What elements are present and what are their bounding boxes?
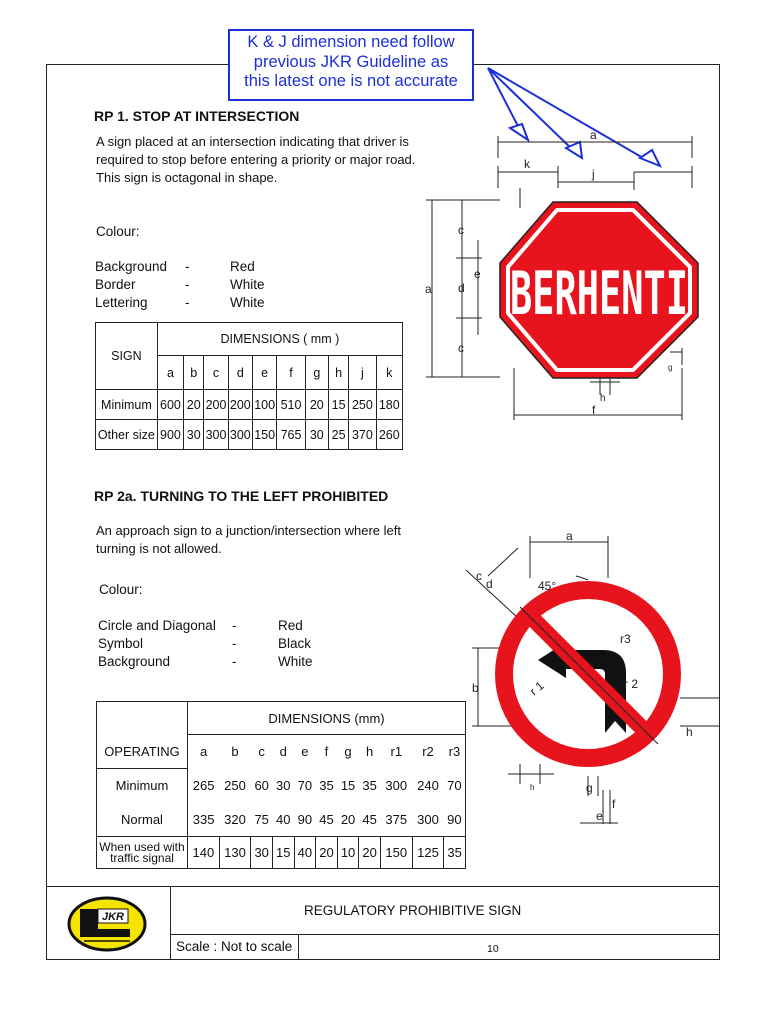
cell: 150 [253,420,277,450]
col-header: d [279,744,287,760]
page-number: 10 [487,943,499,955]
dim-label-b: b [472,681,479,695]
col-header: e [301,744,309,760]
cell: 30 [276,778,291,793]
dim-label-r1: r 1 [526,678,547,699]
dim-label-d: d [458,281,465,295]
col-header: f [277,356,305,390]
colour-value: White [278,654,313,669]
cell: 30 [305,420,328,450]
colour-dash: - [185,295,190,310]
cell: 250 [349,390,376,420]
col-header: r3 [444,735,466,769]
cell: 335 [188,803,220,837]
table-row [97,837,466,869]
cell: 140 [188,837,220,869]
col-header: r2 [422,744,434,760]
cell: 10 [337,837,359,869]
dim-label-c2: c [458,341,464,355]
footer-divider-horizontal [170,934,720,935]
cell: 130 [219,837,251,869]
sign-header: SIGN [96,323,158,390]
dim-label-r3: r3 [620,632,631,646]
dim-label-j: j [592,167,595,181]
rp2a-heading: RP 2a. TURNING TO THE LEFT PROHIBITED [94,488,389,504]
cell: 40 [272,803,294,837]
dim-label-h: h [600,393,606,404]
table-row [97,803,466,837]
scale-note: Scale : Not to scale [176,939,293,954]
dim-label-f: f [612,797,616,811]
rp2a-desc-line: turning is not allowed. [96,541,222,556]
cell: 200 [204,390,228,420]
cell: 35 [319,778,334,793]
rp2a-colour-label: Colour: [99,582,143,597]
dim-label-r2: r 2 [624,677,639,691]
row-label: Normal [97,803,188,837]
colour-value: Red [230,259,255,274]
colour-item: Lettering [95,295,148,310]
colour-value: White [230,277,265,292]
colour-dash: - [185,277,190,292]
col-header: b [231,744,239,760]
cell: 20 [184,390,204,420]
table-row [96,390,403,420]
dim-label-h: h [686,725,693,739]
col-header: a [157,356,183,390]
col-header: d [228,356,252,390]
cell: 150 [380,837,412,869]
cell: 300 [412,803,444,837]
blank-corner [97,702,188,735]
cell: 70 [444,769,466,803]
cell: 320 [219,803,251,837]
row-label: Other size [96,420,158,450]
cell: 125 [412,837,444,869]
col-header: k [376,356,402,390]
rp1-dimensions-table [95,322,403,450]
cell: 20 [316,837,338,869]
callout-line-1: K & J dimension need follow [247,33,455,51]
dimensions-header: DIMENSIONS ( mm ) [157,323,402,356]
cell: 15 [272,837,294,869]
colour-item: Background [95,259,168,274]
rp1-description [96,133,426,187]
cell: 45 [359,803,381,837]
dim-label-k: k [524,157,530,171]
col-header: a [199,744,208,760]
colour-item: Circle and Diagonal [98,618,216,633]
rp1-desc-line: required to stop before entering a priority or major road. [96,152,416,167]
cell: 30 [184,420,204,450]
row-label-line: When used with [99,839,185,854]
rp2a-dimensions-table [96,701,466,869]
col-header: j [349,356,376,390]
rp2a-description [96,522,426,558]
cell: 375 [380,803,412,837]
col-header: b [184,356,204,390]
rp1-desc-line: This sign is octagonal in shape. [96,170,278,185]
colour-value: Red [278,618,303,633]
cell: 510 [277,390,305,420]
cell: 25 [328,420,348,450]
footer-divider-vertical [170,886,171,960]
cell: 90 [294,803,316,837]
colour-dash: - [232,618,237,633]
cell: 240 [417,778,439,793]
rp1-heading: RP 1. STOP AT INTERSECTION [94,108,300,124]
cell: 765 [277,420,305,450]
col-header: c [204,356,228,390]
dim-label-a: a [590,128,597,142]
col-header: r1 [390,744,403,760]
col-header: c [258,744,265,760]
stop-sign-text: BERHENTI [510,259,688,329]
dim-label-a-side: a [425,282,432,296]
cell: 20 [337,803,359,837]
callout-line-2: previous JKR Guideline as [253,52,449,71]
cell: 40 [294,837,316,869]
row-label: Minimum [97,769,188,803]
rp1-colour-label: Colour: [96,224,140,239]
cell: 35 [362,778,377,793]
row-label: Minimum [96,390,158,420]
cell: 15 [328,390,348,420]
cell: 250 [224,778,246,793]
cell: 60 [254,778,269,793]
cell: 100 [253,390,277,420]
cell: 900 [157,420,183,450]
col-header: h [328,356,348,390]
dim-label-e: e [596,809,603,823]
cell: 30 [251,837,273,869]
col-header: e [253,356,277,390]
colour-dash: - [232,636,237,651]
colour-value: White [230,295,265,310]
cell: 15 [340,778,356,793]
dim-label-d: d [486,577,493,591]
cell: 70 [297,778,313,793]
no-left-turn-drawing [458,528,720,833]
table-row [96,420,403,450]
footer-top-rule [46,886,720,887]
dim-label-c: c [476,569,482,583]
cell: 300 [385,778,408,793]
logo-text: JKR [101,911,125,923]
cell: 370 [349,420,376,450]
callout-line-3: this latest one is not accurate [244,72,458,90]
cell: 265 [192,778,215,793]
cell: 180 [376,390,402,420]
col-header: h [366,744,374,760]
row-label [97,837,188,869]
colour-dash: - [185,259,190,274]
footer-title: REGULATORY PROHIBITIVE SIGN [304,903,522,918]
cell: 300 [228,420,252,450]
cell: 600 [157,390,183,420]
dim-label-e: e [474,267,481,281]
cell: 20 [359,837,381,869]
colour-item: Symbol [98,636,144,651]
colour-item: Background [98,654,171,669]
cell: 200 [228,390,252,420]
colour-value: Black [278,636,312,651]
cell: 20 [305,390,328,420]
col-header: g [305,356,328,390]
rp1-desc-line: A sign placed at an intersection indicating that driver is [96,134,409,149]
colour-dash: - [232,654,237,669]
cell: 35 [444,837,466,869]
operating-header: OPERATING [97,735,188,769]
colour-item: Border [95,277,136,292]
dimensions-header: DIMENSIONS (mm) [188,702,466,735]
angle-label: 45° [538,579,557,593]
jkr-logo [66,895,148,953]
row-label-line: traffic signal [110,850,174,865]
dim-label-h-small: h [530,783,535,792]
cell: 75 [251,803,273,837]
rp2a-colour-list [98,617,338,671]
dim-label-a: a [566,529,573,543]
dim-label-g: g [586,781,593,795]
rp2a-desc-line: An approach sign to a junction/intersection where left [96,523,401,538]
col-header: f [324,744,329,760]
dim-label-c: c [458,223,464,237]
dim-label-f: f [592,403,596,417]
cell: 45 [316,803,338,837]
stop-sign-drawing [420,120,720,430]
cell: 260 [376,420,402,450]
col-header: g [344,744,352,760]
footer-divider-scale [298,934,299,960]
dim-label-g: g [668,363,673,372]
cell: 300 [204,420,228,450]
cell: 90 [444,803,466,837]
table-row [97,769,466,803]
rp1-colour-list [95,258,295,312]
